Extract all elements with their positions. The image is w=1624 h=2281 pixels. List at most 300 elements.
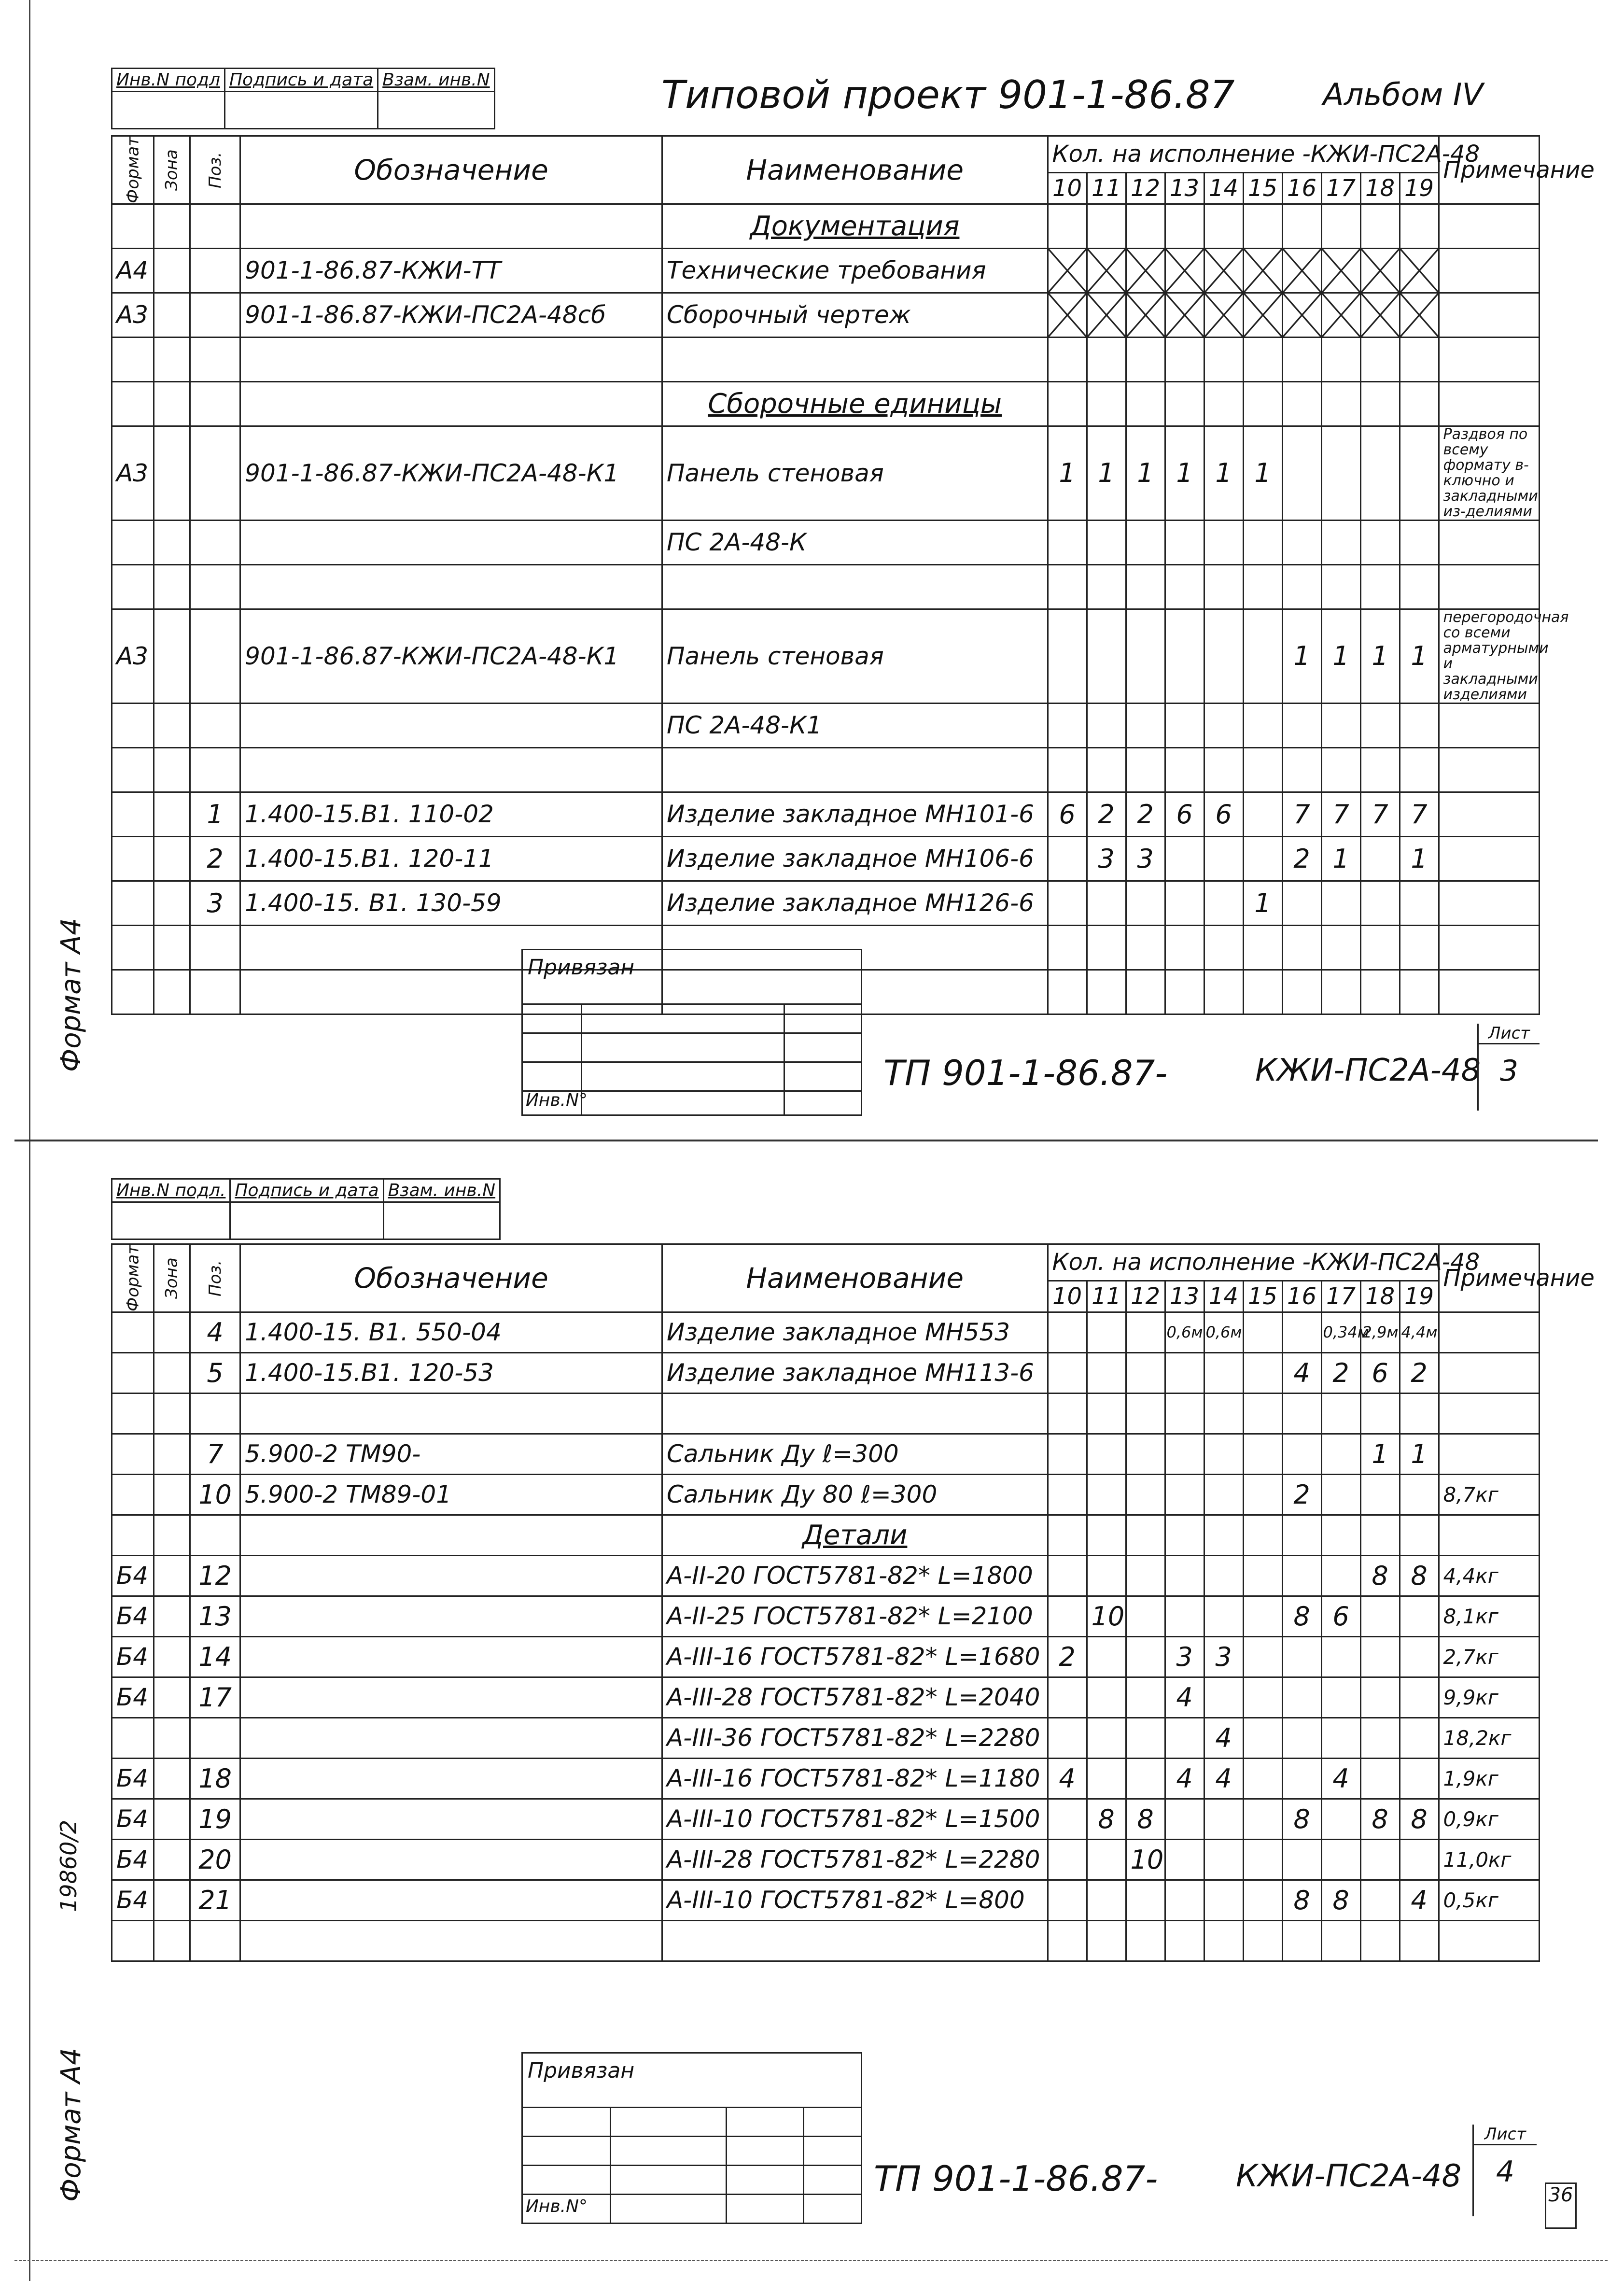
qty-cell [1321,1799,1360,1839]
sheet-label-2: Лист [1474,2125,1537,2145]
row-note [1439,747,1539,792]
row-name: Панель стеновая [662,426,1048,520]
qty-cell [1400,337,1439,381]
col-variant-18: 18 [1360,1281,1400,1312]
row-name [662,1393,1048,1434]
qty-cell: 2 [1282,836,1321,881]
col-variant-19: 19 [1400,1281,1439,1312]
qty-cell [1048,204,1087,248]
sheet-number: 3 [1499,1054,1519,1088]
table-row [112,1434,1540,1474]
qty-cell [1360,1596,1400,1636]
row-format: Б4 [112,1555,154,1596]
qty-cell [1087,520,1126,564]
qty-cell [1165,1799,1204,1839]
row-format [112,204,154,248]
row-name: Изделие закладное МН126-6 [662,881,1048,925]
row-zone [154,792,190,836]
qty-cell [1243,1352,1282,1393]
col-header-quantity: Кол. на исполнение -КЖИ-ПС2А-48 [1048,1244,1439,1281]
row-designation [240,1758,662,1799]
row-designation [240,1515,662,1555]
qty-cell [1321,1718,1360,1758]
sheet-label: Лист [1479,1024,1540,1044]
project-title: Типовой проект 901-1-86.87 [661,72,1235,117]
row-format: А4 [112,248,154,293]
row-designation [240,703,662,747]
qty-cell [1126,1515,1165,1555]
qty-cell [1165,520,1204,564]
qty-cell [1360,747,1400,792]
qty-cell [1087,1636,1126,1677]
col-variant-12: 12 [1126,1281,1165,1312]
row-note [1439,1434,1539,1474]
qty-cell [1360,1474,1400,1515]
qty-cell [1400,925,1439,970]
row-position [190,520,240,564]
col-header-position: Поз. [190,136,240,204]
row-designation: 901-1-86.87-КЖИ-ПС2А-48сб [240,293,662,337]
qty-cell [1321,747,1360,792]
binding-stamp-2 [521,2052,862,2224]
col-header-name: Наименование [662,136,1048,204]
qty-cell [1204,747,1243,792]
qty-cell [1243,1677,1282,1718]
table-row [112,609,1540,703]
qty-cell [1243,1636,1282,1677]
qty-cell [1243,609,1282,703]
row-position: 14 [190,1636,240,1677]
table-row [112,204,1540,248]
row-format: Б4 [112,1799,154,1839]
qty-cell [1360,520,1400,564]
row-position [190,337,240,381]
row-format [112,381,154,426]
row-note [1439,792,1539,836]
qty-cell [1321,520,1360,564]
row-format [112,792,154,836]
row-zone [154,1515,190,1555]
qty-cell [1243,1312,1282,1352]
qty-cell [1048,970,1087,1014]
row-position [190,1515,240,1555]
qty-cell [1048,836,1087,881]
qty-cell [1282,1758,1321,1799]
qty-cell: 2 [1400,1352,1439,1393]
row-zone [154,1555,190,1596]
row-designation [240,1880,662,1920]
qty-cell [1243,1434,1282,1474]
qty-cell [1204,1555,1243,1596]
qty-cell [1400,1839,1439,1880]
qty-cell [1282,1393,1321,1434]
qty-cell [1126,1636,1165,1677]
qty-cell: 1 [1400,836,1439,881]
col-header-note: Примечание [1439,136,1539,204]
row-name: А-II-20 ГОСТ5781-82* L=1800 [662,1555,1048,1596]
row-designation: 5.900-2 ТМ90- [240,1434,662,1474]
table-row [112,747,1540,792]
qty-cell [1204,1677,1243,1718]
doc-code: ТП 901-1-86.87- [883,1053,1168,1093]
table-row [112,1920,1540,1961]
qty-cell [1400,703,1439,747]
row-format: Б4 [112,1677,154,1718]
qty-cell: 0,34м [1321,1312,1360,1352]
row-position [190,1920,240,1961]
col-variant-19: 19 [1400,172,1439,204]
sheet-number-box-2 [1472,2125,1537,2216]
qty-cell: 10 [1126,1839,1165,1880]
table-row [112,1880,1540,1920]
row-name [662,564,1048,609]
row-name: Изделие закладное МН101-6 [662,792,1048,836]
crossed-cell [1321,248,1360,293]
row-note [1439,836,1539,881]
qty-cell [1282,1434,1321,1474]
qty-cell: 2 [1282,1474,1321,1515]
qty-cell [1282,1636,1321,1677]
qty-cell: 8 [1400,1555,1439,1596]
row-format: Б4 [112,1758,154,1799]
row-designation [240,1596,662,1636]
qty-cell [1360,1758,1400,1799]
qty-cell [1087,925,1126,970]
row-zone [154,881,190,925]
qty-cell [1087,1880,1126,1920]
qty-cell: 4 [1165,1758,1204,1799]
row-note: 2,7кг [1439,1636,1539,1677]
qty-cell [1204,204,1243,248]
qty-cell: 6 [1360,1352,1400,1393]
qty-cell [1165,1880,1204,1920]
qty-cell [1360,836,1400,881]
row-note [1439,248,1539,293]
qty-cell: 2 [1048,1636,1087,1677]
row-format [112,970,154,1014]
qty-cell: 1 [1204,426,1243,520]
qty-cell [1204,1839,1243,1880]
qty-cell [1087,1434,1126,1474]
row-name: ПС 2А-48-К [662,520,1048,564]
row-note [1439,1920,1539,1961]
inv-label-2: Инв.N° [526,2197,588,2216]
qty-cell: 3 [1165,1636,1204,1677]
col-variant-16: 16 [1282,172,1321,204]
row-zone [154,1596,190,1636]
row-position: 10 [190,1474,240,1515]
qty-cell [1204,520,1243,564]
row-zone [154,1312,190,1352]
qty-cell: 1 [1321,609,1360,703]
qty-cell: 7 [1282,792,1321,836]
col-variant-17: 17 [1321,1281,1360,1312]
row-note [1439,1352,1539,1393]
sheet-number-box [1477,1024,1540,1111]
qty-cell [1048,1352,1087,1393]
row-position [190,703,240,747]
qty-cell [1165,1474,1204,1515]
qty-cell: 4 [1204,1758,1243,1799]
qty-cell: 2 [1126,792,1165,836]
row-note: Раздвоя по всему формату в-ключно и закладными из-делиями [1439,426,1539,520]
qty-cell: 8 [1282,1880,1321,1920]
qty-cell [1204,1799,1243,1839]
qty-cell [1165,1839,1204,1880]
qty-cell [1126,1312,1165,1352]
crossed-cell [1165,248,1204,293]
qty-cell [1360,564,1400,609]
qty-cell [1126,564,1165,609]
row-zone [154,836,190,881]
qty-cell [1165,204,1204,248]
row-note: 9,9кг [1439,1677,1539,1718]
row-designation [240,520,662,564]
table-row [112,1677,1540,1718]
qty-cell [1126,204,1165,248]
row-format [112,337,154,381]
table-row [112,1839,1540,1880]
row-designation [240,1799,662,1839]
row-zone [154,1758,190,1799]
qty-cell: 0,6м [1165,1312,1204,1352]
row-format: А3 [112,293,154,337]
qty-cell [1400,970,1439,1014]
row-designation [240,1636,662,1677]
qty-cell [1204,1515,1243,1555]
row-designation [240,204,662,248]
qty-cell: 1 [1126,426,1165,520]
qty-cell [1360,1839,1400,1880]
qty-cell: 2 [1321,1352,1360,1393]
qty-cell [1165,1352,1204,1393]
col-header-name: Наименование [662,1244,1048,1312]
qty-cell [1360,426,1400,520]
qty-cell: 1 [1165,426,1204,520]
qty-cell [1400,426,1439,520]
table-row [112,881,1540,925]
qty-cell [1243,1474,1282,1515]
qty-cell [1087,1352,1126,1393]
qty-cell [1126,1434,1165,1474]
row-designation: 1.400-15.В1. 120-11 [240,836,662,881]
qty-cell [1204,836,1243,881]
row-position [190,381,240,426]
col-variant-10: 10 [1048,1281,1087,1312]
row-designation: 1.400-15.В1. 120-53 [240,1352,662,1393]
row-format [112,520,154,564]
crossed-cell [1126,248,1165,293]
qty-cell: 4 [1204,1718,1243,1758]
qty-cell: 1 [1048,426,1087,520]
qty-cell [1165,703,1204,747]
qty-cell [1126,1393,1165,1434]
qty-cell: 7 [1321,792,1360,836]
format-label-2: Формат А4 [56,2048,87,2202]
row-zone [154,1839,190,1880]
row-note: 0,5кг [1439,1880,1539,1920]
archive-code: 19860/2 [56,1819,82,1912]
table-row [112,381,1540,426]
row-zone [154,248,190,293]
qty-cell [1282,1677,1321,1718]
qty-cell [1321,703,1360,747]
col-variant-17: 17 [1321,172,1360,204]
qty-cell [1048,1718,1087,1758]
qty-cell [1321,564,1360,609]
row-note [1439,564,1539,609]
qty-cell [1400,1677,1439,1718]
doc-code-suffix: КЖИ-ПС2А-48 [1255,1053,1481,1088]
row-note [1439,1312,1539,1352]
qty-cell [1243,1393,1282,1434]
row-designation [240,381,662,426]
row-note: перегородочная со всеми арматурными и закладными изделиями [1439,609,1539,703]
col-variant-15: 15 [1243,1281,1282,1312]
row-position [190,609,240,703]
row-zone [154,1352,190,1393]
table-row [112,1799,1540,1839]
row-position [190,204,240,248]
row-zone [154,1799,190,1839]
row-position: 18 [190,1758,240,1799]
qty-cell [1048,703,1087,747]
qty-cell [1204,1393,1243,1434]
qty-cell [1360,1677,1400,1718]
qty-cell: 8 [1282,1596,1321,1636]
crossed-cell [1360,293,1400,337]
col-header-designation: Обозначение [240,1244,662,1312]
table-row [112,1555,1540,1596]
table-row [112,1596,1540,1636]
qty-cell [1126,925,1165,970]
qty-cell [1048,747,1087,792]
qty-cell [1282,564,1321,609]
crossed-cell [1165,293,1204,337]
qty-cell [1243,204,1282,248]
qty-cell [1126,337,1165,381]
qty-cell [1048,1555,1087,1596]
qty-cell [1243,1920,1282,1961]
row-name: Детали [662,1515,1048,1555]
qty-cell [1204,1596,1243,1636]
qty-cell [1165,609,1204,703]
qty-cell [1243,1880,1282,1920]
row-position: 17 [190,1677,240,1718]
col-variant-13: 13 [1165,1281,1204,1312]
qty-cell [1321,1434,1360,1474]
archive-box [111,68,495,129]
row-designation: 901-1-86.87-КЖИ-ПС2А-48-К1 [240,609,662,703]
inv-label: Инв.N° [526,1090,588,1110]
table-row [112,1474,1540,1515]
row-position: 21 [190,1880,240,1920]
archive-box-2 [111,1178,501,1240]
col-header-quantity: Кол. на исполнение -КЖИ-ПС2А-48 [1048,136,1439,173]
qty-cell: 1 [1243,426,1282,520]
qty-cell [1165,925,1204,970]
qty-cell [1321,1515,1360,1555]
qty-cell [1165,836,1204,881]
row-designation: 1.400-15.В1. 110-02 [240,792,662,836]
qty-cell [1087,1555,1126,1596]
archive-sign-label-2: Подпись и дата [230,1179,383,1202]
qty-cell [1243,1799,1282,1839]
qty-cell [1087,1920,1126,1961]
row-position: 1 [190,792,240,836]
col-variant-14: 14 [1204,1281,1243,1312]
qty-cell [1282,337,1321,381]
row-note: 1,9кг [1439,1758,1539,1799]
row-format [112,836,154,881]
qty-cell [1048,1880,1087,1920]
qty-cell [1400,1718,1439,1758]
qty-cell [1165,881,1204,925]
row-name: ПС 2А-48-К1 [662,703,1048,747]
qty-cell [1400,381,1439,426]
qty-cell [1048,564,1087,609]
qty-cell [1126,747,1165,792]
qty-cell [1204,381,1243,426]
row-position: 3 [190,881,240,925]
row-designation: 901-1-86.87-КЖИ-ПС2А-48-К1 [240,426,662,520]
row-designation [240,1839,662,1880]
row-format: Б4 [112,1636,154,1677]
qty-cell [1048,1434,1087,1474]
qty-cell [1126,1474,1165,1515]
row-note: 8,7кг [1439,1474,1539,1515]
qty-cell [1126,1718,1165,1758]
spec-table-1 [111,135,1595,1015]
qty-cell [1048,1677,1087,1718]
qty-cell [1048,337,1087,381]
qty-cell [1087,204,1126,248]
qty-cell [1282,520,1321,564]
qty-cell: 8 [1282,1799,1321,1839]
qty-cell [1165,381,1204,426]
row-format [112,1474,154,1515]
row-designation: 1.400-15. В1. 550-04 [240,1312,662,1352]
qty-cell [1282,747,1321,792]
row-position: 13 [190,1596,240,1636]
qty-cell: 4 [1282,1352,1321,1393]
qty-cell [1243,970,1282,1014]
qty-cell [1282,1555,1321,1596]
qty-cell [1204,337,1243,381]
archive-inv-label: Инв.N подл [112,69,225,92]
row-zone [154,1474,190,1515]
row-note [1439,1515,1539,1555]
row-format [112,925,154,970]
qty-cell [1243,925,1282,970]
crossed-cell [1243,248,1282,293]
row-format [112,1434,154,1474]
qty-cell [1321,1393,1360,1434]
col-variant-15: 15 [1243,172,1282,204]
row-zone [154,970,190,1014]
qty-cell [1282,1515,1321,1555]
qty-cell: 1 [1243,881,1282,925]
qty-cell [1204,1474,1243,1515]
qty-cell [1243,337,1282,381]
row-name: Изделие закладное МН113-6 [662,1352,1048,1393]
table-row [112,703,1540,747]
row-note [1439,881,1539,925]
qty-cell [1204,1920,1243,1961]
row-note [1439,293,1539,337]
qty-cell [1126,1880,1165,1920]
qty-cell [1165,747,1204,792]
